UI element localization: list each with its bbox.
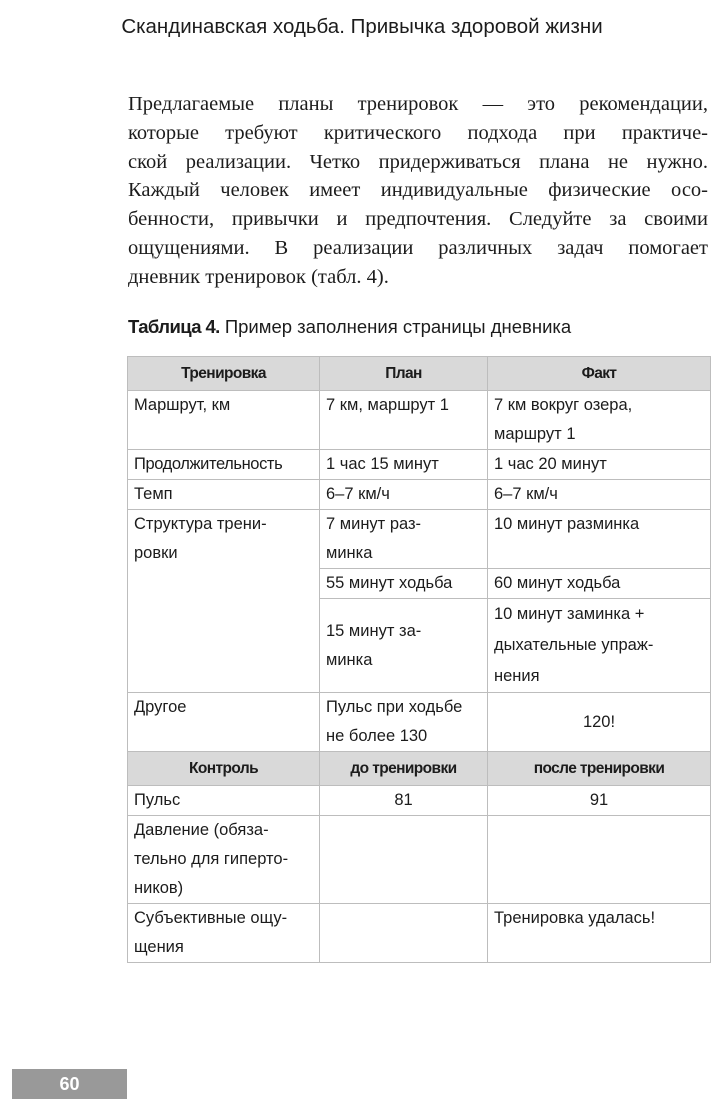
table-row [128,480,711,510]
paragraph-line: Предлагаемые планы тренировок — это рекомендации, [128,93,708,115]
paragraph-line: Каждый человек имеет индивидуальные физические осо- [128,179,708,202]
cell-text: ников) [134,879,184,897]
header-cell-after: после тренировки [488,752,711,786]
row-label [128,391,320,450]
fact-cell [488,693,711,752]
after-cell [488,816,711,904]
table-caption-label: Таблица 4. [128,316,220,337]
paragraph-line: ской реализации. Четко придерживаться плана не нужно. [128,150,708,173]
cell-text: 10 минут разминка [494,515,640,533]
cell-text: маршрут 1 [494,425,576,443]
table-header-row [128,357,711,391]
header-cell-control: Контроль [128,752,320,786]
cell-text: минка [326,544,373,562]
cell-text: не более 130 [326,727,428,745]
cell-text: 7 км вокруг озера, [494,396,633,414]
before-cell [320,786,488,816]
plan-cell [320,391,488,450]
before-cell [320,816,488,904]
cell-text: Давление (обяза- [134,821,269,839]
paragraph-line: дневник тренировок (табл. 4). [128,265,389,288]
table-row [128,693,711,752]
cell-text: Пульс [134,791,181,809]
body-paragraph [128,90,708,292]
row-label [128,693,320,752]
plan-cell [320,450,488,480]
page-number: 60 [12,1069,127,1099]
table-row [128,786,711,816]
cell-text: 15 минут за- [326,621,422,640]
table-row [128,391,711,450]
cell-text: 6–7 км/ч [326,485,390,503]
cell-text: Субъективные ощу- [134,909,288,927]
training-diary-table [127,356,711,963]
cell-text: 7 минут раз- [326,515,422,533]
cell-text: 60 минут ходьба [494,574,621,592]
header-cell-before: до тренировки [320,752,488,786]
running-header: Скандинавская ходьба. Привычка здоровой жизни [121,15,603,38]
fact-cell [488,510,711,569]
cell-text: тельно для гиперто- [134,850,289,868]
fact-cell [488,450,711,480]
fact-cell [488,569,711,599]
row-label [128,786,320,816]
control-header-row [128,752,711,786]
table-row [128,816,711,904]
plan-cell [320,599,488,693]
fact-cell [488,480,711,510]
cell-text: Темп [134,485,173,503]
cell-text: Структура трени- [134,515,267,533]
cell-text: Тренировка удалась! [494,909,656,927]
row-label [128,816,320,904]
fact-cell [488,599,711,693]
paragraph-line: ощущениями. В реализации различных задач помогает [128,236,708,259]
cell-text: дыхательные упраж- [494,636,654,654]
cell-text: Другое [134,698,187,716]
plan-cell [320,510,488,569]
cell-text: 81 [394,791,413,809]
paragraph-line: которые требуют критического подхода при практиче- [128,121,708,144]
cell-text: 120! [582,712,616,731]
after-cell [488,786,711,816]
cell-text: 1 час 20 минут [494,455,607,473]
cell-text: щения [134,938,184,956]
cell-text: 7 км, маршрут 1 [326,396,449,414]
plan-cell [320,693,488,752]
cell-text: 1 час 15 минут [326,455,439,473]
plan-cell [320,569,488,599]
header-cell-training: Тренировка [128,357,320,391]
paragraph-line: бенности, привычки и предпочтения. Следуйте за своими [128,208,708,231]
table-row [128,450,711,480]
cell-text: минка [326,650,373,669]
header-cell-fact: Факт [488,357,711,391]
cell-text: 91 [589,791,609,809]
after-cell [488,904,711,963]
cell-text: ровки [134,544,178,562]
row-label [128,904,320,963]
cell-text: 55 минут ходьба [326,574,453,592]
row-label [128,480,320,510]
cell-text: нения [494,667,540,685]
before-cell [320,904,488,963]
table-row [128,904,711,963]
table-row [128,510,711,569]
fact-cell [488,391,711,450]
table-caption-text: Пример заполнения страницы дневника [219,316,572,337]
row-label [128,510,320,693]
cell-text: Продолжительность [134,455,283,473]
cell-text: 6–7 км/ч [494,485,558,503]
plan-cell [320,480,488,510]
cell-text: Пульс при ходьбе [326,698,463,716]
row-label [128,450,320,480]
cell-text: 10 минут заминка + [494,605,645,623]
cell-text: Маршрут, км [134,396,231,414]
table-caption [128,313,718,341]
header-cell-plan: План [320,357,488,391]
